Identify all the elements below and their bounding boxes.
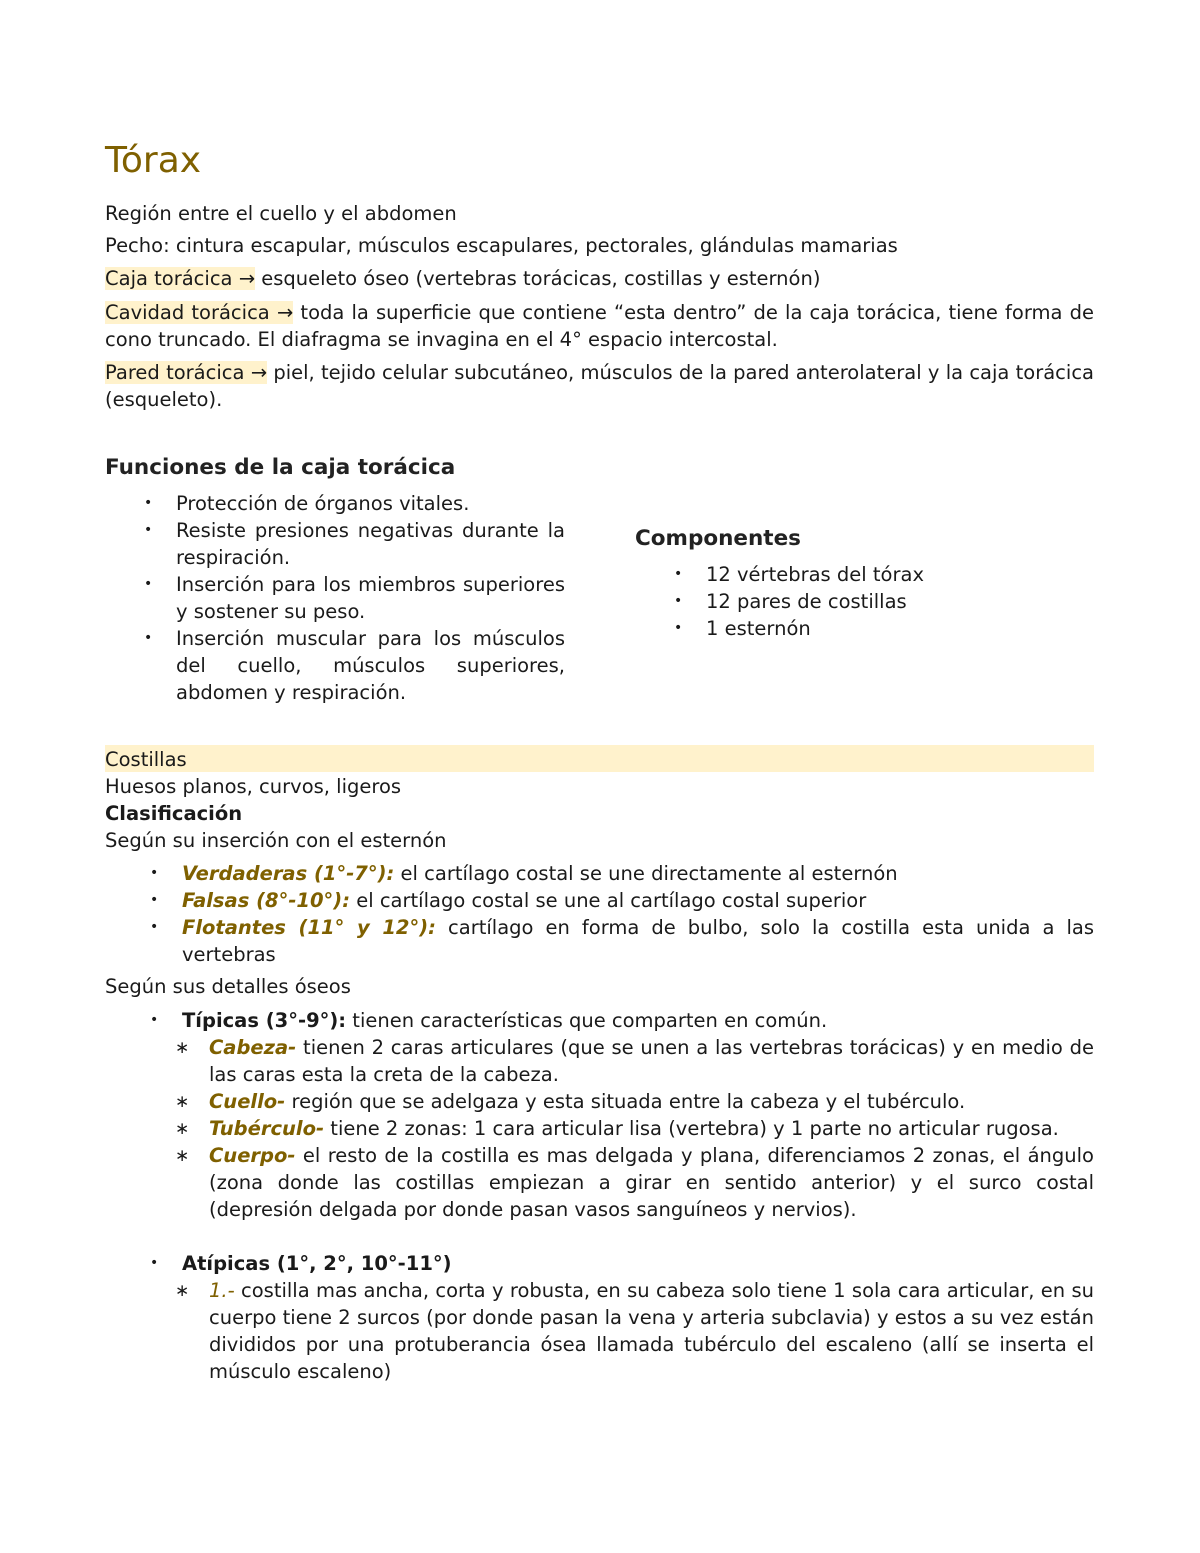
caja-toracica-term: Caja torácica → bbox=[105, 267, 256, 290]
bullet-icon: • bbox=[674, 620, 683, 636]
intro-line-1: Región entre el cuello y el abdomen bbox=[105, 202, 457, 225]
list-item: • Inserción muscular para los músculos del cuello, músculos superiores, abdomen y respiración. bbox=[144, 627, 565, 704]
bullet-icon: • bbox=[150, 892, 159, 908]
page-title: Tórax bbox=[105, 140, 202, 181]
bullet-icon: • bbox=[150, 919, 159, 935]
componentes-list bbox=[674, 561, 1056, 642]
list-item: • 1 esternón bbox=[674, 617, 811, 640]
star-bullet-icon: ∗ bbox=[175, 1119, 190, 1139]
cavidad-toracica-term: Cavidad torácica → bbox=[105, 301, 294, 324]
star-bullet-icon: ∗ bbox=[175, 1038, 190, 1058]
list-item: • Atípicas (1°, 2°, 10°-11°) bbox=[150, 1252, 452, 1275]
list-item: • Típicas (3°-9°): tienen características que comparten en común. bbox=[150, 1009, 828, 1032]
caja-toracica-line: Caja torácica → esqueleto óseo (vertebras torácicas, costillas y esternón) bbox=[105, 267, 821, 290]
star-bullet-icon: ∗ bbox=[175, 1092, 190, 1112]
bullet-icon: • bbox=[150, 1012, 159, 1028]
funciones-list bbox=[144, 490, 565, 706]
costillas-heading: Costillas bbox=[105, 748, 187, 771]
list-item: ∗ Tubérculo- tiene 2 zonas: 1 cara articular lisa (vertebra) y 1 parte no articular rugosa. bbox=[209, 1115, 1094, 1142]
list-item: • Flotantes (11° y 12°): cartílago en forma de bulbo, solo la costilla esta unida a las vertebras bbox=[150, 916, 1095, 966]
cavidad-toracica-paragraph: Cavidad torácica → toda la superficie que contiene “esta dentro” de la caja torácica, tiene forma de cono truncado. El diafragma se invagina en el 4° espacio intercostal. bbox=[105, 301, 1094, 351]
list-item: • 12 vértebras del tórax bbox=[674, 563, 924, 586]
bullet-icon: • bbox=[144, 522, 153, 538]
list-item: • 12 pares de costillas bbox=[674, 590, 907, 613]
list-item: ∗ Cuerpo- el resto de la costilla es mas delgada y plana, diferenciamos 2 zonas, el ángulo (zona donde las costillas empiezan a girar en sentido anterior) y el surco costal (depresión delgada por donde pasan vasos sanguíneos y nervios). bbox=[175, 1144, 1094, 1221]
list-item: • Resiste presiones negativas durante la respiración. bbox=[144, 519, 565, 569]
atipicas-list bbox=[150, 1250, 1094, 1277]
intro-line-2: Pecho: cintura escapular, músculos escapulares, pectorales, glándulas mamarias bbox=[105, 234, 898, 257]
bullet-icon: • bbox=[144, 495, 153, 511]
insercion-list bbox=[150, 860, 1095, 968]
pared-toracica-paragraph: Pared torácica → piel, tejido celular subcutáneo, músculos de la pared anterolateral y la caja torácica (esqueleto). bbox=[105, 361, 1094, 411]
atipicas-detail-list bbox=[175, 1277, 1094, 1385]
star-bullet-icon: ∗ bbox=[175, 1146, 190, 1166]
arrow-icon: → bbox=[276, 301, 294, 324]
bullet-icon: • bbox=[144, 576, 153, 592]
list-item: ∗ Cuello- región que se adelgaza y esta situada entre la cabeza y el tubérculo. bbox=[209, 1088, 1094, 1115]
bullet-icon: • bbox=[150, 1255, 159, 1271]
arrow-icon: → bbox=[238, 267, 256, 290]
bullet-icon: • bbox=[144, 630, 153, 646]
bullet-icon: • bbox=[150, 865, 159, 881]
segun-detalles-heading: Según sus detalles óseos bbox=[105, 975, 351, 998]
segun-insercion-heading: Según su inserción con el esternón bbox=[105, 829, 447, 852]
list-item: • Inserción para los miembros superiores y sostener su peso. bbox=[144, 573, 565, 623]
tipicas-detail-list bbox=[175, 1034, 1094, 1223]
star-bullet-icon: ∗ bbox=[175, 1281, 190, 1301]
tipicas-list bbox=[150, 1007, 1094, 1034]
list-item: • Protección de órganos vitales. bbox=[144, 492, 470, 515]
list-item: • Verdaderas (1°-7°): el cartílago costal se une directamente al esternón bbox=[150, 862, 898, 885]
list-item: ∗ 1.- costilla mas ancha, corta y robusta, en su cabeza solo tiene 1 sola cara articular, en su cuerpo tiene 2 surcos (por donde pasan la vena y arteria subclavia) y estos a su vez están divididos por una protuberancia ósea llamada tubérculo del escaleno (allí se inserta el músculo escaleno) bbox=[175, 1279, 1094, 1383]
funciones-heading: Funciones de la caja torácica bbox=[105, 455, 456, 480]
list-item: ∗ Cabeza- tienen 2 caras articulares (que se unen a las vertebras torácicas) y en medio de las caras esta la creta de la cabeza. bbox=[175, 1036, 1094, 1086]
bullet-icon: • bbox=[674, 566, 683, 582]
costillas-desc: Huesos planos, curvos, ligeros bbox=[105, 775, 402, 798]
bullet-icon: • bbox=[674, 593, 683, 609]
componentes-heading: Componentes bbox=[635, 526, 801, 551]
clasificacion-heading: Clasificación bbox=[105, 802, 243, 825]
pared-toracica-term: Pared torácica → bbox=[105, 361, 268, 384]
list-item: • Falsas (8°-10°): el cartílago costal se une al cartílago costal superior bbox=[150, 889, 867, 912]
arrow-icon: → bbox=[250, 361, 268, 384]
